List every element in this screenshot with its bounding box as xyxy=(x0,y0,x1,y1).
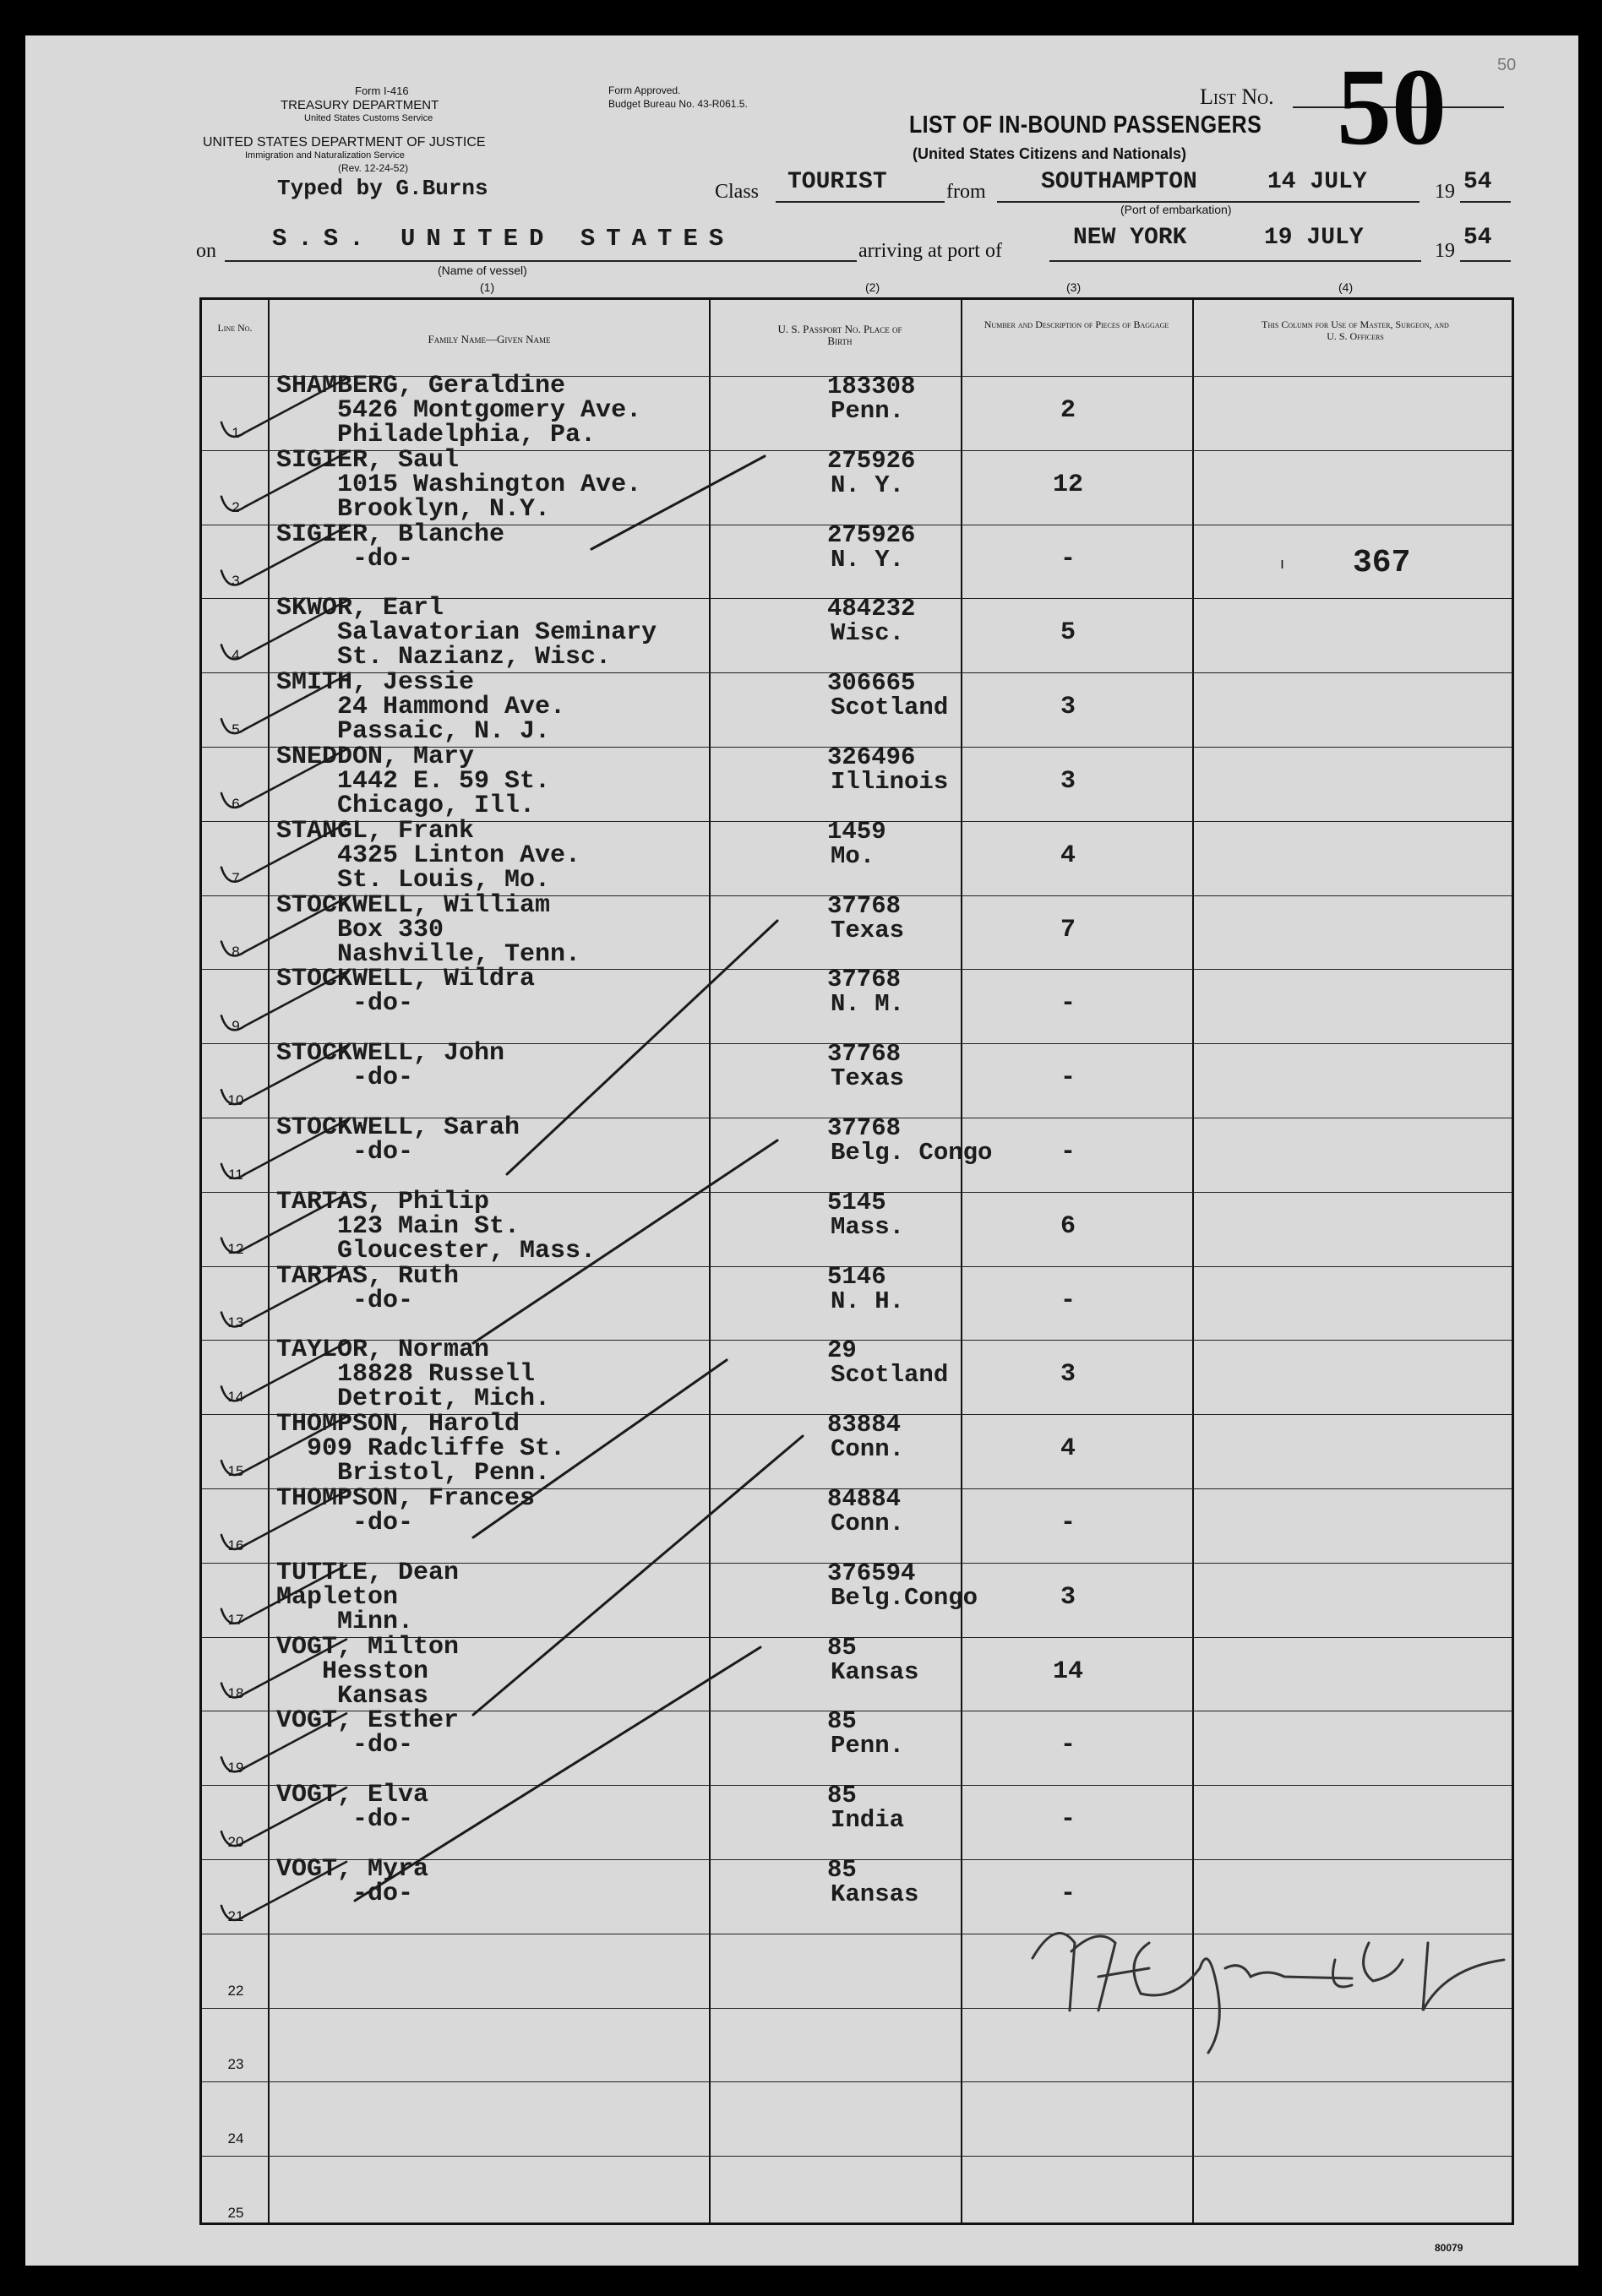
baggage-count: 5 xyxy=(1060,618,1076,648)
arrival-port: NEW YORK xyxy=(1073,225,1187,251)
list-number-pencil: 50 xyxy=(1497,56,1517,74)
baggage-count: - xyxy=(1060,1138,1076,1167)
passport-number: 306665 xyxy=(827,669,916,698)
check-mark xyxy=(221,527,346,585)
passenger-name: SIGIER, Saul 1015 Washington Ave. Brooklyn, N.Y. xyxy=(276,445,642,524)
budget-bureau: Budget Bureau No. 43-R061.5. xyxy=(608,98,748,110)
line-number: 12 xyxy=(227,1240,244,1257)
baggage-count: 7 xyxy=(1060,915,1076,944)
place-of-birth: Belg. Congo xyxy=(831,1139,993,1167)
check-mark xyxy=(221,1269,346,1327)
place-of-birth: N. M. xyxy=(831,990,905,1019)
check-mark xyxy=(221,1120,346,1178)
passenger-name: TUTTLE, Dean Mapleton Minn. xyxy=(276,1558,460,1636)
form-title: LIST OF IN-BOUND PASSENGERS xyxy=(909,112,1262,139)
baggage-count: 12 xyxy=(1052,470,1083,499)
col-num-4: (4) xyxy=(1338,280,1354,294)
passenger-name: VOGT, Myra -do- xyxy=(276,1855,429,1908)
class-value: TOURIST xyxy=(787,169,887,195)
header-baggage: Number and Description of Pieces of Baggage xyxy=(984,318,1169,330)
baggage-count: 6 xyxy=(1060,1211,1076,1241)
passport-number: 5146 xyxy=(827,1262,886,1291)
treasury-dept: TREASURY DEPARTMENT xyxy=(281,98,439,112)
col-num-1: (1) xyxy=(480,280,495,294)
place-of-birth: N. Y. xyxy=(831,471,905,499)
place-of-birth: N. H. xyxy=(831,1287,905,1315)
line-number: 25 xyxy=(227,2205,244,2221)
officer-annotation: 367 xyxy=(1353,545,1411,581)
passport-number: 85 xyxy=(827,1707,857,1736)
line-number: 16 xyxy=(227,1537,244,1553)
check-mark xyxy=(221,749,346,808)
check-mark xyxy=(591,456,765,549)
check-mark xyxy=(473,1360,727,1537)
baggage-count: - xyxy=(1060,1286,1076,1315)
check-mark xyxy=(221,1491,346,1549)
from-label: from xyxy=(946,181,986,203)
check-mark xyxy=(221,1565,346,1624)
check-mark xyxy=(1033,1933,1115,2010)
place-of-birth: Conn. xyxy=(831,1510,905,1537)
passport-number: 275926 xyxy=(827,446,916,475)
baggage-count: 3 xyxy=(1060,1360,1076,1390)
line-number: 18 xyxy=(227,1685,244,1702)
line-number: 10 xyxy=(227,1092,244,1108)
passport-number: 84884 xyxy=(827,1485,902,1513)
place-of-birth: Kansas xyxy=(831,1657,919,1686)
check-mark xyxy=(221,601,346,659)
line-number: 24 xyxy=(227,2130,244,2147)
check-mark xyxy=(1333,1943,1505,2010)
check-mark xyxy=(221,1713,346,1771)
typed-by: Typed by G.Burns xyxy=(277,176,488,201)
line-number: 17 xyxy=(227,1611,244,1628)
baggage-count: 3 xyxy=(1060,693,1076,722)
vessel-caption: (Name of vessel) xyxy=(438,264,527,277)
check-mark xyxy=(221,824,346,882)
baggage-count: 4 xyxy=(1060,1434,1076,1464)
place-of-birth: Scotland xyxy=(831,1361,949,1390)
passenger-name: THOMPSON, Frances -do- xyxy=(276,1484,536,1537)
line-number: 13 xyxy=(227,1314,244,1331)
passport-number: 37768 xyxy=(827,966,902,994)
place-of-birth: Conn. xyxy=(831,1435,905,1464)
arriving-label: arriving at port of xyxy=(858,240,1002,262)
form-subtitle: (United States Citizens and Nationals) xyxy=(913,145,1187,162)
place-of-birth: Scotland xyxy=(831,694,949,722)
passport-number: 37768 xyxy=(827,1114,902,1142)
header-passport: U. S. Passport No. Place of Birth xyxy=(777,323,902,347)
line-number: 3 xyxy=(232,573,240,590)
line-number: 23 xyxy=(227,2056,244,2073)
passenger-name: VOGT, Elva -do- xyxy=(276,1781,429,1835)
header-officers: This Column for Use of Master, Surgeon, and U. S. Officers xyxy=(1261,318,1449,342)
passport-number: 85 xyxy=(827,1633,857,1662)
place-of-birth: Kansas xyxy=(831,1880,919,1908)
passport-number: 37768 xyxy=(827,1040,902,1069)
passenger-name: STOCKWELL, William Box 330 Nashville, Tenn. xyxy=(276,890,581,969)
place-of-birth: Texas xyxy=(831,916,905,944)
passenger-name: THOMPSON, Harold 909 Radcliffe St. Bristol, Penn. xyxy=(276,1410,566,1488)
passport-number: 37768 xyxy=(827,891,902,920)
line-number: 19 xyxy=(227,1760,244,1776)
place-of-birth: N. Y. xyxy=(831,545,905,574)
col-num-2: (2) xyxy=(865,280,880,294)
check-mark xyxy=(221,1417,346,1475)
passenger-name: STOCKWELL, Sarah -do- xyxy=(276,1113,520,1167)
year-1: 54 xyxy=(1463,169,1492,195)
place-of-birth: Mass. xyxy=(831,1212,905,1241)
baggage-count: 2 xyxy=(1060,396,1076,425)
passport-number: 5145 xyxy=(827,1188,886,1216)
check-mark xyxy=(221,1862,346,1920)
check-mark xyxy=(221,1046,346,1104)
header-name: Family Name—Given Name xyxy=(428,333,551,345)
list-number: 50 xyxy=(1337,46,1447,168)
passenger-name: SNEDDON, Mary 1442 E. 59 St. Chicago, Ill. xyxy=(276,743,551,820)
place-of-birth: Penn. xyxy=(831,1732,905,1760)
place-of-birth: Belg.Congo xyxy=(831,1583,978,1612)
line-number: 5 xyxy=(232,721,240,737)
baggage-count: 4 xyxy=(1060,841,1076,870)
passenger-name: SMITH, Jessie 24 Hammond Ave. Passaic, N. J. xyxy=(276,668,566,747)
line-number: 15 xyxy=(227,1463,244,1479)
line-number: 4 xyxy=(232,647,240,664)
year-prefix-1: 19 xyxy=(1435,181,1455,203)
passport-number: 1459 xyxy=(827,817,886,846)
line-number: 7 xyxy=(232,869,240,886)
form-approved: Form Approved. xyxy=(608,84,681,96)
baggage-count: - xyxy=(1060,989,1076,1019)
place-of-birth: Wisc. xyxy=(831,619,905,648)
line-number: 2 xyxy=(232,498,240,515)
passport-number: 85 xyxy=(827,1782,857,1810)
check-mark xyxy=(355,1647,760,1901)
year-2: 54 xyxy=(1463,225,1492,251)
baggage-count: - xyxy=(1060,1805,1076,1835)
check-mark xyxy=(221,453,346,511)
line-number: 1 xyxy=(232,424,240,441)
line-number: 21 xyxy=(227,1907,244,1924)
revision: (Rev. 12-24-52) xyxy=(338,162,409,174)
check-mark xyxy=(221,675,346,733)
class-label: Class xyxy=(715,181,760,203)
passport-number: 183308 xyxy=(827,373,916,400)
passport-number: 83884 xyxy=(827,1411,902,1439)
check-mark xyxy=(221,1194,346,1253)
check-mark xyxy=(221,1640,346,1698)
col-num-3: (3) xyxy=(1066,280,1082,294)
place-of-birth: Illinois xyxy=(831,768,949,796)
baggage-count: 3 xyxy=(1060,767,1076,796)
baggage-count: - xyxy=(1060,1509,1076,1537)
line-number: 11 xyxy=(228,1166,243,1183)
port-embark-caption: (Port of embarkation) xyxy=(1120,203,1232,216)
passenger-name: TAYLOR, Norman 18828 Russell Detroit, Mich. xyxy=(276,1336,551,1414)
place-of-birth: India xyxy=(831,1806,905,1835)
from-date: 14 JULY xyxy=(1267,169,1367,195)
passenger-name: TARTAS, Ruth -do- xyxy=(276,1261,460,1315)
check-mark xyxy=(221,378,346,437)
line-number: 22 xyxy=(227,1982,244,1999)
passport-number: 376594 xyxy=(827,1559,916,1587)
line-number: 8 xyxy=(232,944,240,960)
passenger-name: TARTAS, Philip 123 Main St. Gloucester, Mass. xyxy=(276,1187,597,1265)
ins-service: Immigration and Naturalization Service xyxy=(245,150,405,161)
check-mark xyxy=(221,971,346,1030)
arrival-date: 19 JULY xyxy=(1264,225,1364,251)
form-number: Form I-416 xyxy=(355,84,409,97)
passenger-name: SIGIER, Blanche -do- xyxy=(276,520,505,574)
justice-dept: UNITED STATES DEPARTMENT OF JUSTICE xyxy=(203,135,486,150)
check-mark xyxy=(1098,1943,1352,2053)
passport-number: 484232 xyxy=(827,595,916,623)
list-no-label: List No. xyxy=(1200,84,1274,109)
check-mark xyxy=(473,1140,777,1343)
place-of-birth: Texas xyxy=(831,1064,905,1093)
check-mark xyxy=(473,1436,803,1715)
customs-service: United States Customs Service xyxy=(304,113,433,123)
baggage-count: - xyxy=(1060,1880,1076,1908)
passport-number: 326496 xyxy=(827,743,916,771)
passenger-name: STOCKWELL, Wildra -do- xyxy=(276,965,536,1019)
vessel-name: S.S. UNITED STATES xyxy=(272,225,735,253)
place-of-birth: Penn. xyxy=(831,397,905,425)
baggage-count: - xyxy=(1060,544,1076,574)
passenger-name: VOGT, Esther -do- xyxy=(276,1706,460,1760)
passenger-name: STANGL, Frank 4325 Linton Ave. St. Louis, Mo. xyxy=(276,816,581,895)
footer-code: 80079 xyxy=(1435,2242,1463,2254)
on-label: on xyxy=(196,240,216,262)
line-number: 14 xyxy=(227,1389,244,1406)
check-mark xyxy=(221,1787,346,1846)
line-number: 9 xyxy=(232,1018,240,1035)
place-of-birth: Mo. xyxy=(831,841,875,870)
passport-number: 29 xyxy=(827,1336,857,1365)
passenger-name: SHAMBERG, Geraldine 5426 Montgomery Ave. Philadelphia, Pa. xyxy=(276,372,642,449)
from-port: SOUTHAMPTON xyxy=(1041,169,1197,195)
line-number: 20 xyxy=(227,1834,244,1850)
year-prefix-2: 19 xyxy=(1435,240,1455,262)
check-mark xyxy=(221,1342,346,1401)
tick-mark: ı xyxy=(1280,555,1285,572)
check-mark xyxy=(507,921,777,1174)
passenger-name: VOGT, Milton Hesston Kansas xyxy=(276,1632,460,1711)
baggage-count: 3 xyxy=(1060,1582,1076,1612)
baggage-count: 14 xyxy=(1052,1657,1083,1686)
check-mark xyxy=(221,898,346,956)
passport-number: 275926 xyxy=(827,520,916,549)
header-line-no: Line No. xyxy=(217,322,253,334)
line-number: 6 xyxy=(232,795,240,812)
passenger-name: SKWOR, Earl Salavatorian Seminary St. Nazianz, Wisc. xyxy=(276,594,657,672)
baggage-count: - xyxy=(1060,1064,1076,1093)
baggage-count: - xyxy=(1060,1731,1076,1760)
passenger-name: STOCKWELL, John -do- xyxy=(276,1039,505,1093)
passport-number: 85 xyxy=(827,1856,857,1884)
